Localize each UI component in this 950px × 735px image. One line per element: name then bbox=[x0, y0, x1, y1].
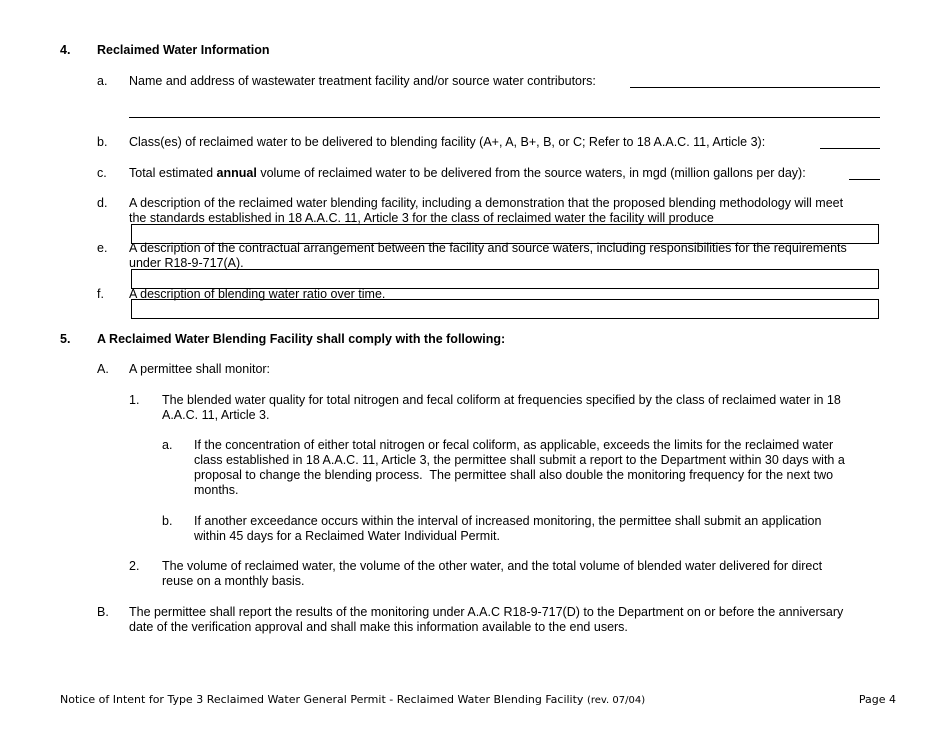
item-5A2-number: 2. bbox=[129, 559, 140, 573]
item-5A1a-line-2: class established in 18 A.A.C. 11, Article 3, the permittee shall submit a report to the Department within 30 days with a bbox=[194, 453, 845, 467]
section-5-title: A Reclaimed Water Blending Facility shall comply with the following: bbox=[97, 332, 506, 346]
footer-title-text: Notice of Intent for Type 3 Reclaimed Water General Permit - Reclaimed Water Blending Facility bbox=[60, 693, 584, 706]
item-4c-answer-line[interactable] bbox=[849, 179, 880, 180]
item-4c-text-pre: Total estimated bbox=[129, 166, 217, 180]
item-5A1a-line-4: months. bbox=[194, 483, 239, 497]
footer-page-number: Page 4 bbox=[858, 693, 896, 706]
item-5A1-number: 1. bbox=[129, 393, 140, 407]
item-4e-line-2: under R18-9-717(A). bbox=[129, 256, 244, 270]
item-5A1a-line-3: proposal to change the blending process. The permittee shall also double the monitoring frequency for the next two bbox=[194, 468, 834, 482]
item-4b-letter: b. bbox=[97, 135, 108, 149]
item-4d-line-2: the standards established in 18 A.A.C. 11, Article 3 for the class of reclaimed water the facility will produce bbox=[129, 211, 714, 225]
item-5A1a-letter: a. bbox=[162, 438, 173, 452]
item-5A1-line-1: The blended water quality for total nitrogen and fecal coliform at frequencies specified by the class of reclaimed water in 18 bbox=[162, 393, 841, 407]
item-4a-letter: a. bbox=[97, 74, 108, 88]
item-5B-letter: B. bbox=[97, 605, 109, 619]
item-4a-text: Name and address of wastewater treatment facility and/or source water contributors: bbox=[129, 74, 596, 88]
item-5A1b-letter: b. bbox=[162, 514, 173, 528]
item-4e-input-box[interactable] bbox=[131, 269, 879, 289]
item-4e-letter: e. bbox=[97, 241, 108, 255]
item-4f-input-box[interactable] bbox=[131, 299, 879, 319]
item-4e-line-1: A description of the contractual arrangement between the facility and source waters, including responsibilities for the requirements bbox=[129, 241, 847, 255]
item-4f-letter: f. bbox=[97, 287, 104, 301]
item-5A1b-line-1: If another exceedance occurs within the interval of increased monitoring, the permittee shall submit an application bbox=[194, 514, 822, 528]
item-5A-letter: A. bbox=[97, 362, 109, 376]
item-5A-text: A permittee shall monitor: bbox=[129, 362, 271, 376]
item-5B-line-1: The permittee shall report the results of the monitoring under A.A.C R18-9-717(D) to the Department on or before the anniversary bbox=[129, 605, 844, 619]
item-4b-answer-line[interactable] bbox=[820, 148, 880, 149]
item-5A1-line-2: A.A.C. 11, Article 3. bbox=[162, 408, 270, 422]
section-4-title: Reclaimed Water Information bbox=[97, 43, 270, 57]
item-4d-line-1: A description of the reclaimed water blending facility, including a demonstration that the proposed blending methodology will meet bbox=[129, 196, 844, 210]
item-4c-text bbox=[129, 166, 806, 181]
item-5A1a-line-1: If the concentration of either total nitrogen or fecal coliform, as applicable, exceeds the limits for the reclaimed water bbox=[194, 438, 834, 452]
item-4c-text-post: volume of reclaimed water to be delivered from the source waters, in mgd (million gallons per day): bbox=[256, 166, 806, 180]
item-5A2-line-1: The volume of reclaimed water, the volume of the other water, and the total volume of blended water delivered for direct bbox=[162, 559, 823, 573]
item-5A2-line-2: reuse on a monthly basis. bbox=[162, 574, 305, 588]
item-5A1b-line-2: within 45 days for a Reclaimed Water Individual Permit. bbox=[194, 529, 500, 543]
item-5B-line-2: date of the verification approval and shall make this information available to the end users. bbox=[129, 620, 628, 634]
item-4b-text: Class(es) of reclaimed water to be delivered to blending facility (A+, A, B+, B, or C; Refer to 18 A.A.C. 11, Article 3): bbox=[129, 135, 766, 149]
item-4c-text-bold: annual bbox=[216, 166, 257, 180]
footer-title bbox=[60, 693, 645, 707]
item-4a-answer-line-2[interactable] bbox=[129, 117, 880, 118]
item-4a-answer-line-1[interactable] bbox=[630, 87, 880, 88]
item-4c-letter: c. bbox=[97, 166, 107, 180]
section-5-number: 5. bbox=[60, 332, 71, 346]
item-4d-letter: d. bbox=[97, 196, 108, 210]
footer-revision: (rev. 07/04) bbox=[586, 695, 646, 706]
item-4f-text: A description of blending water ratio over time. bbox=[129, 287, 386, 301]
section-4-number: 4. bbox=[60, 43, 71, 57]
